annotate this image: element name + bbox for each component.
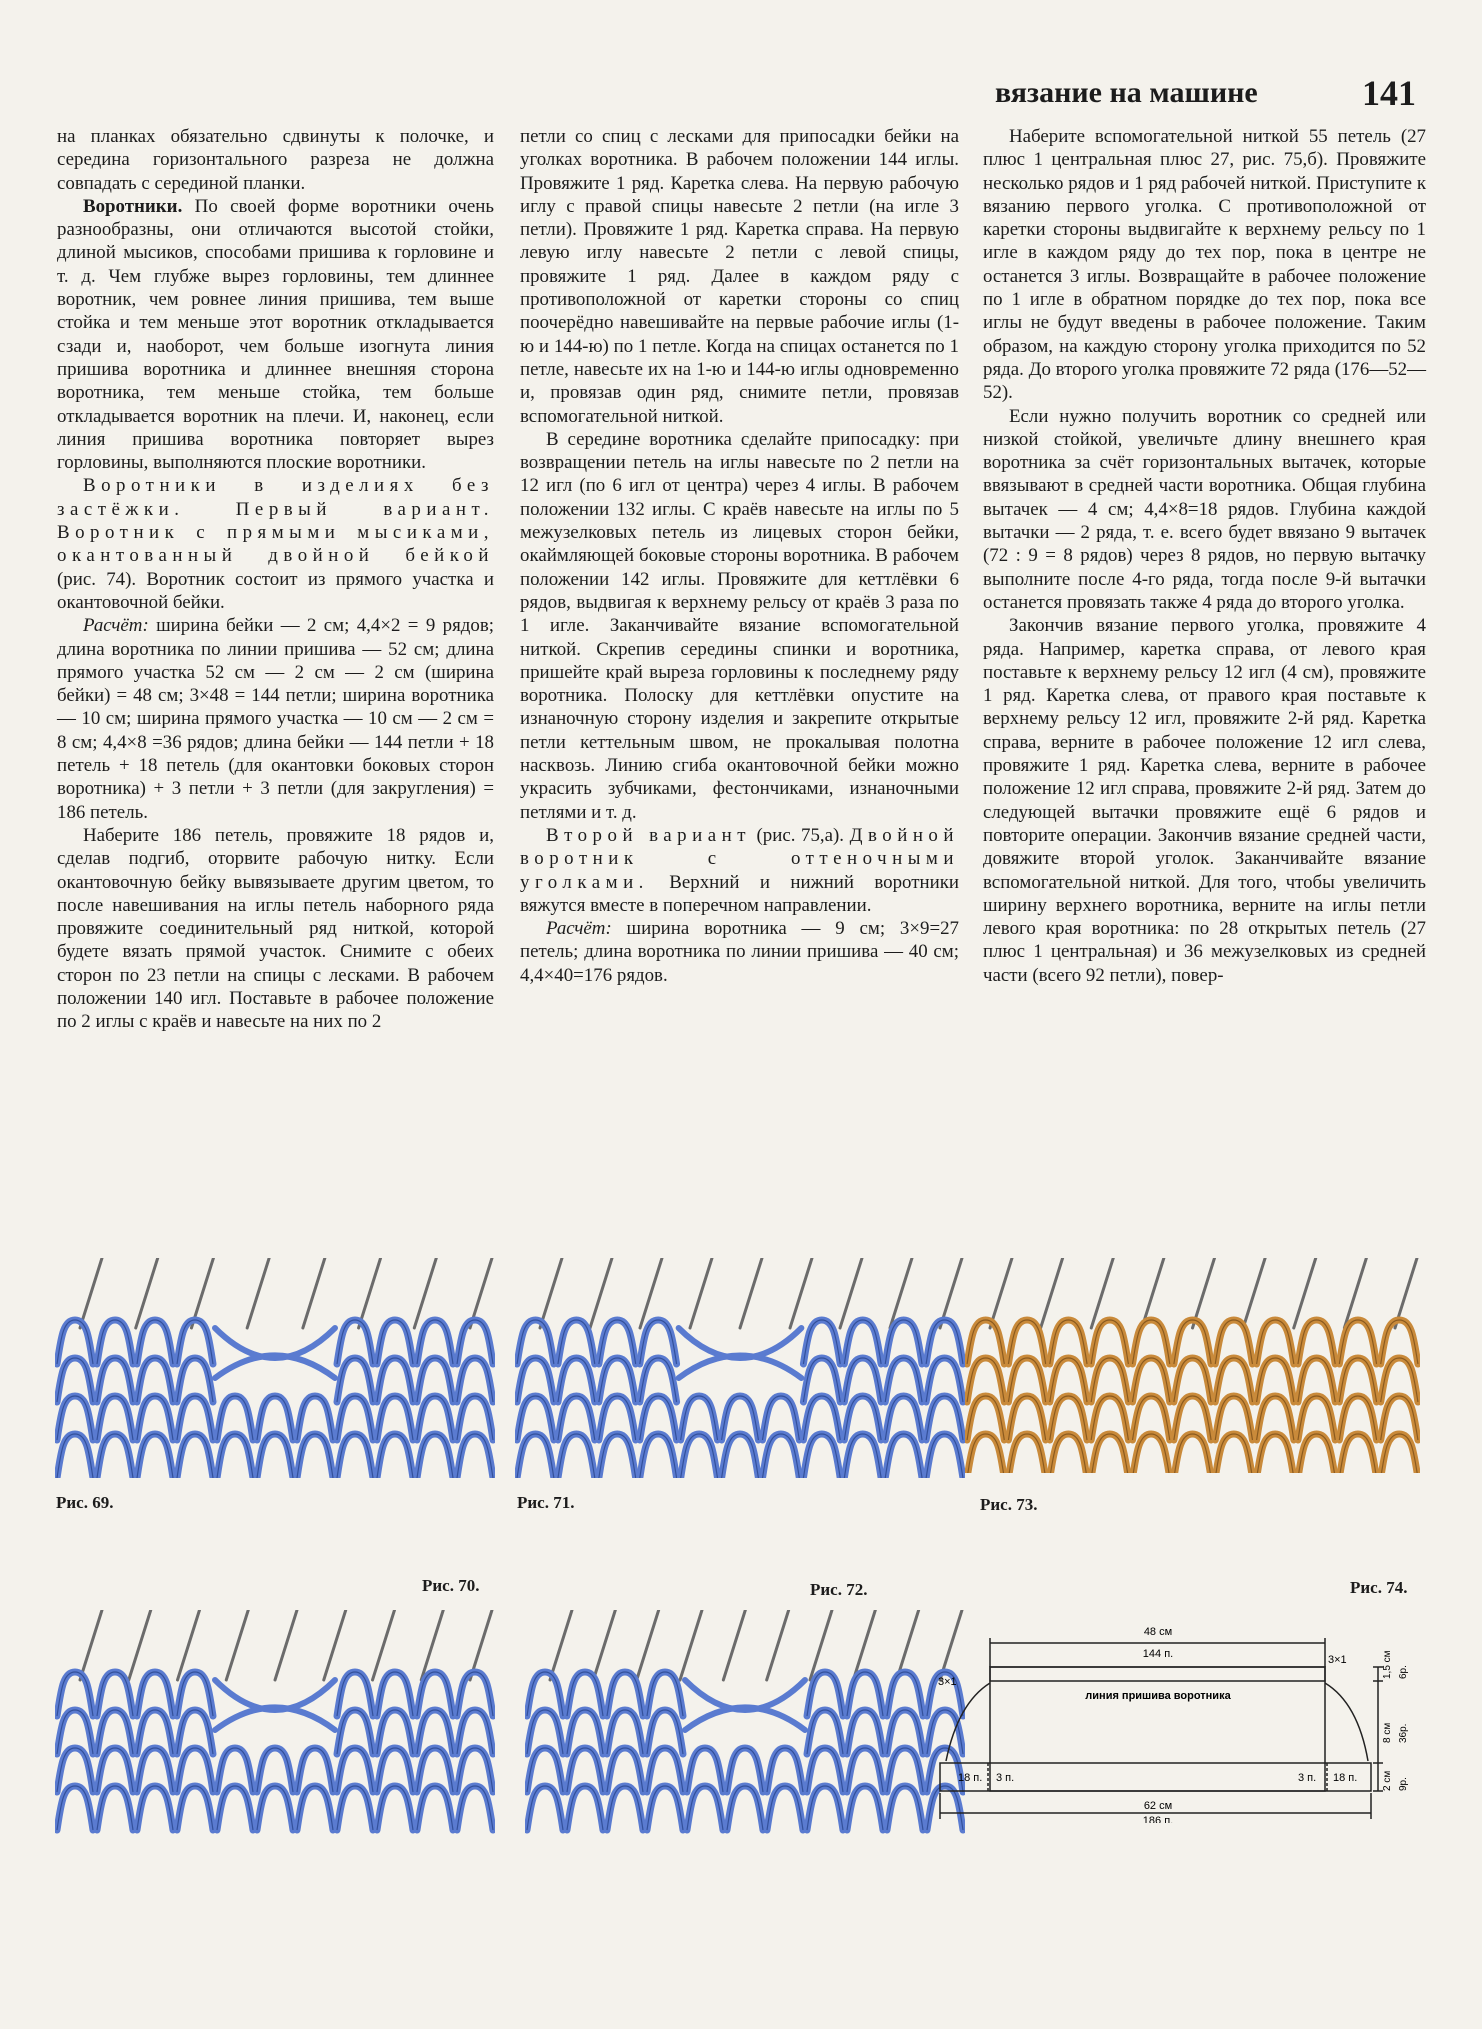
needle <box>790 1258 812 1328</box>
needle <box>303 1258 325 1328</box>
dim-r3: 2 см <box>1382 1770 1393 1791</box>
paragraph: Наберите вспомогательной ниткой 55 петель (27 плюс 1 центральная плюс 27, рис. 75,б). Провяжите несколько рядов и 1 ряд рабочей ниткой. Приступите к вязанию первого уголка. С противоположной от каретки стороны выдвигайте к верхнему рельсу по 1 игле в каждом ряду до тех пор, пока в центре не останется 3 иглы. Возвращайте в рабочее положение по 1 игле в обратном порядке до тех пор, пока все иглы не будут введены в рабочее положение. Таким образом, на каждую сторону уголка приходится по 52 ряда. До второго уголка провяжите 72 ряда (176—52—52). <box>983 126 1426 404</box>
paragraph: Если нужно получить воротник со средней или низкой стойкой, увеличьте длину внешнего края воротника за счёт горизонтальных вытачек, которые ввязывают в средней части воротника. Общая глубина вытачек — 4 см; 4,4×8=18 рядов. Глубина каждой вытачки — 2 ряда, т. е. всего будет ввязано 9 вытачек (72 : 9 = 8 рядов) через 8 рядов, но первую вытачку выполните после 4-го ряда, тогда после 9-й вытачки останется провязать также 4 ряда до второго уголка. <box>983 405 1426 613</box>
paragraph: петли со спиц с лесками для припосадки бейки на уголках воротника. В рабочем положении 144 иглы. Провяжите 1 ряд. Каретка слева. На первую рабочую иглу с правой спицы навесьте 2 петли (на игле 3 петли). Провяжите 1 ряд. Каретка справа. На первую левую иглу навесьте 2 петли с левой спицы, провяжите 1 ряд. Далее в каждом ряду с противоположной от каретки стороны со спиц поочерёдно навешивайте на первые рабочие иглы (1-ю и 144-ю) по 1 петле. Когда на спицах останется по 1 петле, навесьте их на 1-ю и 144-ю иглы одновременно и, провязав один ряд, снимите петли, провязав вспомогательной ниткой. <box>520 126 959 427</box>
figure-73-illustration <box>965 1258 1420 1473</box>
paragraph <box>520 824 959 917</box>
stitch-loop <box>137 1434 173 1478</box>
needle <box>637 1610 659 1680</box>
needle <box>129 1610 151 1680</box>
subheading-double-collar: Двойной воротник с оттеночными уголками. <box>520 824 959 893</box>
stitch-loop <box>844 1434 881 1478</box>
stitch-loop <box>527 1786 563 1830</box>
paragraph-text: По своей форме воротники очень разнообразны, они отличаются высотой стойки, длиной мысиков, способами пришива к горловине и т. д. Чем глубже вырез горловины, тем длиннее воротник, чем ровнее линия пришива, тем выше стойка и тем меньше этот воротник откладывается сзади и, наоборот, чем больше изогнута линия пришива воротника и длиннее внешняя сторона воротника, тем меньше стойка, тем больше откладывается воротник на плечи. И, наконец, если линия пришива воротника повторяет вырез горловины, выполняются плоские воротники. <box>57 195 494 474</box>
dim-r2: 8 см <box>1382 1722 1393 1743</box>
paragraph-text: ширина бейки — 2 см; 4,4×2 = 9 рядов; длина воротника по линии пришива — 52 см; длина прямого участка 52 см — 2 см — 2 см (ширина бейки) = 48 см; 3×48 = 144 петли; ширина воротника — 10 см; ширина прямого участка — 10 см — 2 см = 8 см; 4,4×8 =36 рядов; длина бейки — 144 петли + 18 петель + 18 петель (для окантовки боковых сторон воротника) + 3 петли + 3 петли (для закругления) = 186 петель. <box>57 615 494 823</box>
page-number: 141 <box>1362 73 1416 113</box>
stitch-loop <box>763 1434 800 1478</box>
paragraph <box>57 195 494 475</box>
stitch-loop <box>1257 1434 1294 1473</box>
dim-r3b: 9р. <box>1398 1777 1409 1791</box>
transferred-loops <box>685 1680 805 1730</box>
stitch-loop <box>885 1434 922 1478</box>
paragraph-text: (рис. 74). Воротник состоит из прямого участка и окантовочной бейки. <box>57 568 494 613</box>
stitch-loop <box>97 1786 133 1830</box>
paragraph: на планках обязательно сдвинуты к полочке, и середина горизонтального разреза не должна совпадать с серединой планки. <box>57 126 494 194</box>
stitch-loop <box>177 1434 213 1478</box>
dim-3p-right: 3 п. <box>1298 1772 1317 1784</box>
dim-18p-right: 18 п. <box>1333 1772 1358 1784</box>
needle <box>740 1258 762 1328</box>
needle <box>80 1610 102 1680</box>
stitch-loop <box>97 1434 133 1478</box>
stitch-loop <box>337 1786 373 1830</box>
stitch-loop <box>297 1786 333 1830</box>
stitch-loop <box>687 1786 723 1830</box>
dim-3p-left: 3 п. <box>996 1772 1015 1784</box>
stitch-loop <box>727 1786 763 1830</box>
figure-69-illustration <box>55 1258 495 1478</box>
paragraph <box>520 917 959 987</box>
stitch-loop <box>217 1434 253 1478</box>
stitch-loop <box>1339 1434 1376 1473</box>
stitch-loop <box>377 1786 413 1830</box>
caption-fig-69: Рис. 69. <box>56 1493 114 1512</box>
note-left: 3×1 <box>938 1676 957 1688</box>
caption-fig-73: Рис. 73. <box>980 1495 1038 1514</box>
text-column-1 <box>57 125 494 1034</box>
needle <box>1041 1258 1063 1328</box>
needle <box>990 1258 1012 1328</box>
needle <box>590 1258 612 1328</box>
corner-curve-right <box>1325 1683 1368 1761</box>
needle <box>540 1258 562 1328</box>
figure-74-collar-diagram <box>928 1623 1418 1823</box>
stitch-loop <box>417 1434 453 1478</box>
dim-bottom-cm: 62 см <box>1143 1800 1173 1812</box>
stitch-loop <box>257 1786 293 1830</box>
paragraph: Наберите 186 петель, провяжите 18 рядов и, сделав подгиб, оторвите рабочую нитку. Если окантовочную бейку вывязываете другим цветом, то после навешивания на иглы петель наборного ряда провяжите соединительный ряд ниткой, которой будете вязать прямой участок. Снимите с обеих сторон по 23 петли на спицы с лесками. В рабочем положении 140 игл. Поставьте в рабочее положение по 2 иглы с краёв и навесьте на них по 2 <box>57 824 494 1033</box>
stitch-loop <box>1381 1434 1418 1473</box>
text-column-3 <box>983 125 1426 987</box>
note-right: 3×1 <box>1328 1654 1347 1666</box>
stitch-loop <box>847 1786 883 1830</box>
subheading-variant-2: Второй вариант <box>546 824 751 846</box>
needle <box>1243 1258 1265 1328</box>
calc-label: Расчёт: <box>546 918 612 940</box>
paragraph: В середине воротника сделайте припосадку: при возвращении петель на иглы навесьте по 2 петли на 12 игл (по 6 игл от центра) через 4 иглы. В рабочем положении 132 иглы. С краёв навесьте на иглы по 5 межузелковых петель из лицевых сторон бейки, окаймляющей боковые стороны воротника. В рабочем положении 142 иглы. Провяжите для кеттлёвки 6 рядов, выдвигая к верхнему рельсу от краёв 3 раза по 1 игле. Заканчивайте вязание вспомогательной ниткой. Скрепив середины спинки и воротника, пришейте край выреза горловины к последнему ряду воротника. Полоску для кеттлёвки опустите на изнаночную сторону изделия и закрепите открытые петли кеттельным швом, не прокалывая полотна насквозь. Линию сгиба окантовочной бейки можно украсить зубчиками, фестончиками, изнаночными петлями и т. д. <box>520 428 959 823</box>
paragraph <box>57 614 494 824</box>
needle <box>226 1610 248 1680</box>
text-column-2 <box>520 125 959 987</box>
stitch-loop <box>1050 1434 1087 1473</box>
caption-fig-74: Рис. 74. <box>1350 1578 1408 1597</box>
inner-label: линия пришива воротника <box>1085 1690 1231 1702</box>
stitch-loop <box>377 1434 413 1478</box>
dim-r1b: 6р. <box>1398 1665 1409 1679</box>
stitch-loop <box>1008 1434 1045 1473</box>
figure-70-illustration <box>55 1610 495 1835</box>
stitch-loop <box>599 1434 636 1478</box>
needle <box>275 1610 297 1680</box>
needle <box>690 1258 712 1328</box>
paragraph-text: (рис. 75,а). <box>750 824 850 846</box>
transferred-loops <box>215 1680 335 1730</box>
dim-bottom-p: 186 п. <box>1142 1815 1174 1823</box>
stitch-loop <box>558 1434 595 1478</box>
dim-top-p: 144 п. <box>1142 1648 1174 1660</box>
needle <box>80 1258 102 1328</box>
collar-straight-part <box>990 1667 1325 1791</box>
dim-top-cm: 48 см <box>1143 1626 1173 1638</box>
stitch-loop <box>967 1434 1004 1473</box>
stitch-loop <box>1215 1434 1252 1473</box>
stitch-loop <box>767 1786 803 1830</box>
kettle-strip <box>990 1667 1325 1681</box>
needle <box>680 1610 702 1680</box>
transferred-loops <box>215 1328 335 1378</box>
dim-r1: 1,5 см <box>1382 1650 1393 1679</box>
stitch-loop <box>640 1434 677 1478</box>
needle <box>550 1610 572 1680</box>
stitch-loop <box>337 1434 373 1478</box>
figure-71-illustration <box>515 1258 965 1478</box>
stitch-loop <box>417 1786 453 1830</box>
stitch-loop <box>647 1786 683 1830</box>
needle <box>593 1610 615 1680</box>
stitch-loop <box>803 1434 840 1478</box>
caption-fig-71: Рис. 71. <box>517 1493 575 1512</box>
needle <box>359 1258 381 1328</box>
stitch-loop <box>722 1434 759 1478</box>
stitch-loop <box>457 1786 493 1830</box>
stitch-loop <box>887 1786 923 1830</box>
stitch-loop <box>926 1434 963 1478</box>
stitch-loop <box>1298 1434 1335 1473</box>
paragraph: Закончив вязание первого уголка, провяжите 4 ряда. Например, каретка справа, от левого края поставьте к верхнему рельсу 12 игл (4 см), провяжите 1 ряд. Каретка слева, от правого края поставьте к верхнему рельсу 12 игл, провяжите 2-й ряд. Каретка справа, верните в рабочее положение 12 игл слева, провяжите 1 ряд. Каретка слева, верните в рабочее положение 12 игл справа, провяжите 2-й ряд. Затем до следующей вытачки провяжите ещё 6 рядов и повторите операции. Закончив вязание средней части, довяжите второй уголок. Заканчивайте вязание вспомогательной ниткой. Для того, чтобы увеличить ширину верхнего воротника, верните на иглы петли левого края воротника: по 28 открытых петель (27 плюс 1 центральная) и 36 межузелковых из средней части (всего 92 петли), повер- <box>983 615 1426 986</box>
stitch-loop <box>297 1434 333 1478</box>
paragraph-text: Верхний и нижний воротники вяжутся вместе в поперечном направлении. <box>520 871 959 916</box>
stitch-loop <box>177 1786 213 1830</box>
stitch-loop <box>217 1786 253 1830</box>
stitch-loop <box>57 1434 93 1478</box>
stitch-loop <box>457 1434 493 1478</box>
figure-72-illustration <box>525 1610 965 1835</box>
transferred-loops <box>679 1328 802 1378</box>
dim-r2b: 36р. <box>1398 1723 1409 1743</box>
stitch-loop <box>137 1786 173 1830</box>
corner-curve-left <box>946 1683 990 1761</box>
caption-fig-70: Рис. 70. <box>422 1576 480 1595</box>
caption-fig-72: Рис. 72. <box>810 1580 868 1599</box>
subheading-variant-1: Воротники в изделиях без застёжки. Первый вариант. Воротник с прямыми мысиками, окантованный двойной бейкой <box>57 475 494 567</box>
stitch-loop <box>1174 1434 1211 1473</box>
dim-18p-left: 18 п. <box>958 1772 983 1784</box>
heading-collars: Воротники. <box>83 195 183 217</box>
stitch-loop <box>257 1434 293 1478</box>
needle <box>247 1258 269 1328</box>
page-header-section: вязание на машине <box>995 76 1258 109</box>
stitch-loop <box>807 1786 843 1830</box>
calc-label: Расчёт: <box>83 615 149 637</box>
stitch-loop <box>681 1434 718 1478</box>
needle <box>723 1610 745 1680</box>
needle <box>767 1610 789 1680</box>
stitch-loop <box>1133 1434 1170 1473</box>
paragraph-text: ширина воротника — 9 см; 3×9=27 петель; длина воротника по линии пришива — 40 см; 4,4×40=176 рядов. <box>520 918 959 986</box>
stitch-loop <box>57 1786 93 1830</box>
stitch-loop <box>567 1786 603 1830</box>
stitch-loop <box>1091 1434 1128 1473</box>
needle <box>324 1610 346 1680</box>
stitch-loop <box>607 1786 643 1830</box>
stitch-loop <box>517 1434 554 1478</box>
paragraph <box>57 474 494 614</box>
